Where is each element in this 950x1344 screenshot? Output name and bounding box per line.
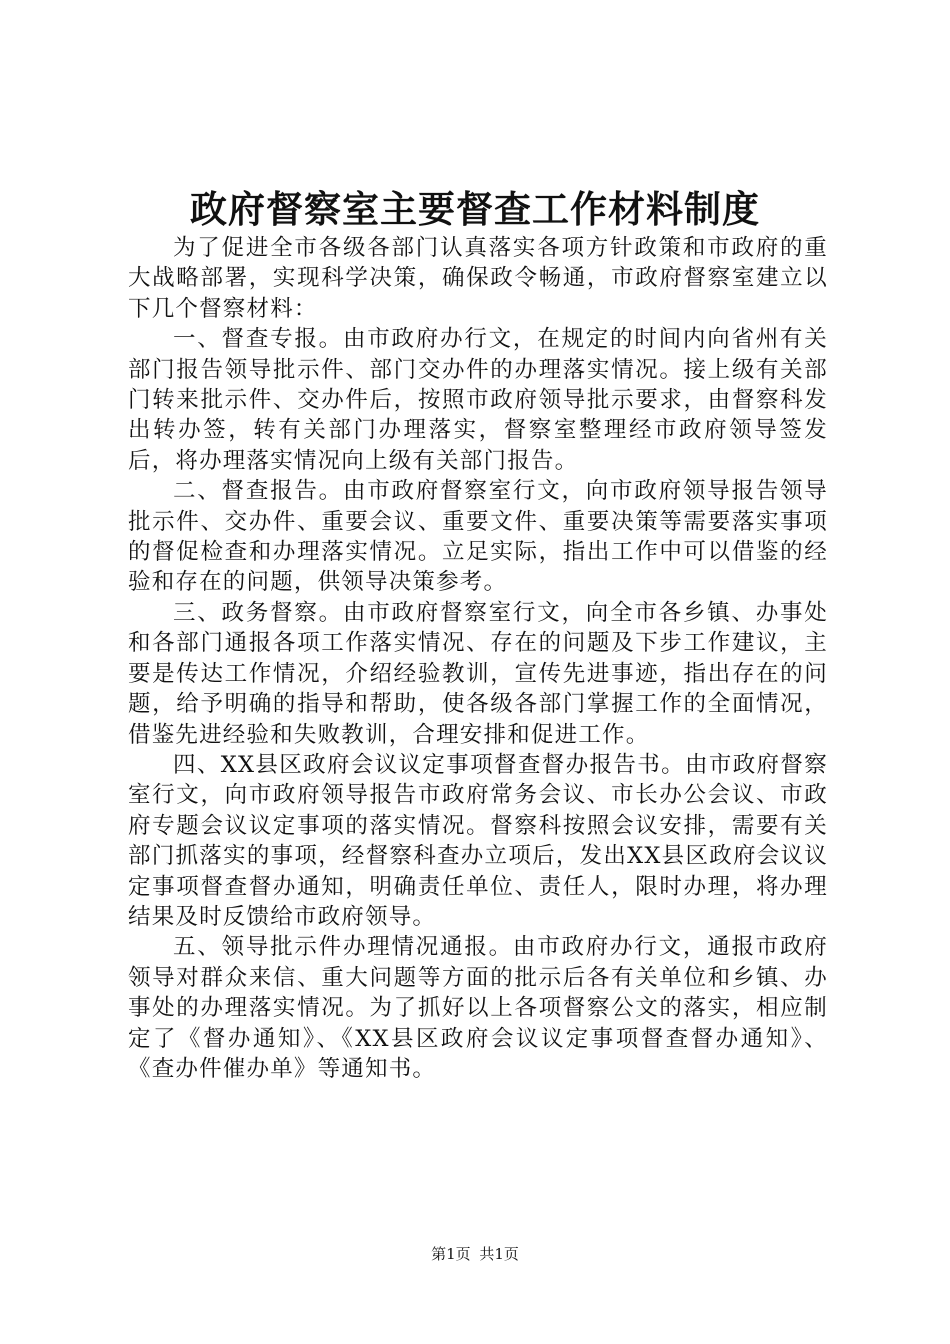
paragraph-item-4: 四、XX县区政府会议议定事项督查督办报告书。由市政府督察室行文，向市政府领导报告市政府常务会议、市长办公会议、市政府专题会议议定事项的落实情况。督察科按照会议安排，需要有关部门抓落实的事项，经督察科查办立项后，发出XX县区政府会议议定事项督查督办通知，明确责任单位、责任人，限时办理，将办理结果及时反馈给市政府领导。 <box>128 751 828 930</box>
page-number-footer: 第1页 共1页 <box>431 1245 519 1263</box>
paragraph-item-5: 五、领导批示件办理情况通报。由市政府办行文，通报市政府领导对群众来信、重大问题等方面的批示后各有关单位和乡镇、办事处的办理落实情况。为了抓好以上各项督察公文的落实，相应制定了《督办通知》、《XX县区政府会议议定事项督查督办通知》、《查办件催办单》等通知书。 <box>128 934 828 1082</box>
paragraph-item-1: 一、督查专报。由市政府办行文，在规定的时间内向省州有关部门报告领导批示件、部门交办件的办理落实情况。接上级有关部门转来批示件、交办件后，按照市政府领导批示要求，由督察科发出转办签，转有关部门办理落实，督察室整理经市政府领导签发后，将办理落实情况向上级有关部门报告。 <box>128 326 828 474</box>
paragraph-item-2: 二、督查报告。由市政府督察室行文，向市政府领导报告领导批示件、交办件、重要会议、重要文件、重要决策等需要落实事项的督促检查和办理落实情况。立足实际，指出工作中可以借鉴的经验和存在的问题，供领导决策参考。 <box>128 478 828 596</box>
paragraph-intro: 为了促进全市各级各部门认真落实各项方针政策和市政府的重大战略部署，实现科学决策，确保政令畅通，市政府督察室建立以下几个督察材料： <box>128 235 828 322</box>
document-body <box>128 233 828 1084</box>
paragraph-item-3: 三、政务督察。由市政府督察室行文，向全市各乡镇、办事处和各部门通报各项工作落实情况、存在的问题及下步工作建议，主要是传达工作情况，介绍经验教训，宣传先进事迹，指出存在的问题，给予明确的指导和帮助，使各级各部门掌握工作的全面情况，借鉴先进经验和失败教训，合理安排和促进工作。 <box>128 599 828 748</box>
document-title: 政府督察室主要督查工作材料制度 <box>190 187 760 231</box>
